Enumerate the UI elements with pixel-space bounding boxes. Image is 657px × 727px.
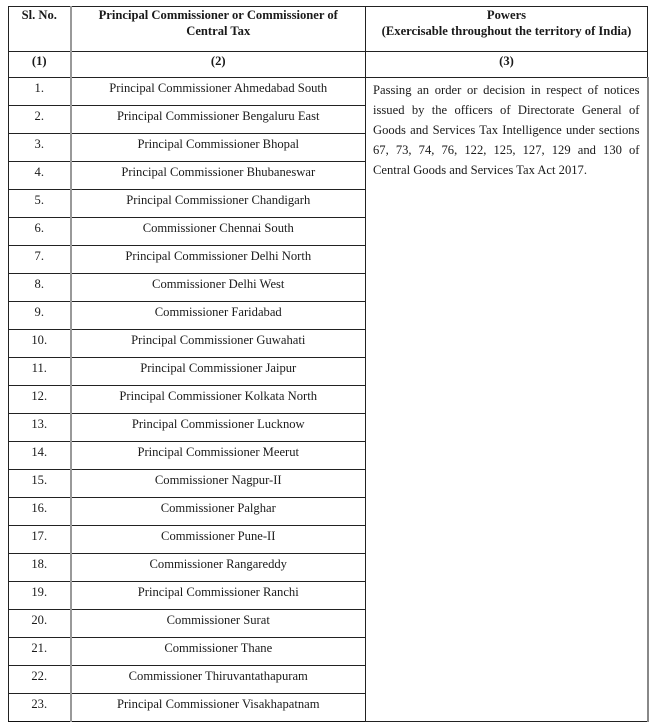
commissioner-name-cell: Principal Commissioner Meerut bbox=[71, 442, 366, 470]
header-powers-title: Powers bbox=[486, 8, 527, 22]
table-body bbox=[9, 78, 648, 722]
commissioner-name-cell: Principal Commissioner Bengaluru East bbox=[71, 106, 366, 134]
powers-description-cell: Passing an order or decision in respect of notices issued by the officers of Directorate General of Goods and Services Tax Intelligence under sections 67, 73, 74, 76, 122, 125, 127, 129 and 130 of Central Goods and Services Tax Act 2017. bbox=[366, 78, 648, 722]
commissioner-name-cell: Commissioner Palghar bbox=[71, 498, 366, 526]
commissioner-name-cell: Principal Commissioner Jaipur bbox=[71, 358, 366, 386]
commissioner-name-cell: Commissioner Surat bbox=[71, 610, 366, 638]
commissioner-name-cell: Commissioner Faridabad bbox=[71, 302, 366, 330]
serial-number-cell: 20. bbox=[9, 610, 71, 638]
serial-number-cell: 13. bbox=[9, 414, 71, 442]
header-row bbox=[9, 7, 648, 52]
serial-number-cell: 16. bbox=[9, 498, 71, 526]
commissioner-name-cell: Commissioner Thiruvantathapuram bbox=[71, 666, 366, 694]
commissioner-name-cell: Principal Commissioner Ranchi bbox=[71, 582, 366, 610]
serial-number-cell: 6. bbox=[9, 218, 71, 246]
commissioner-name-cell: Principal Commissioner Ahmedabad South bbox=[71, 78, 366, 106]
column-number-3: (3) bbox=[366, 52, 648, 78]
commissioner-powers-table bbox=[8, 6, 649, 722]
commissioner-name-cell: Commissioner Chennai South bbox=[71, 218, 366, 246]
serial-number-cell: 1. bbox=[9, 78, 71, 106]
commissioner-name-cell: Principal Commissioner Bhubaneswar bbox=[71, 162, 366, 190]
commissioner-name-cell: Commissioner Nagpur-II bbox=[71, 470, 366, 498]
commissioner-name-cell: Commissioner Pune-II bbox=[71, 526, 366, 554]
serial-number-cell: 17. bbox=[9, 526, 71, 554]
commissioner-name-cell: Principal Commissioner Bhopal bbox=[71, 134, 366, 162]
serial-number-cell: 5. bbox=[9, 190, 71, 218]
serial-number-cell: 15. bbox=[9, 470, 71, 498]
serial-number-cell: 11. bbox=[9, 358, 71, 386]
column-number-1: (1) bbox=[9, 52, 71, 78]
header-commissioner: Principal Commissioner or Commissioner of Central Tax bbox=[71, 7, 366, 52]
table-row bbox=[9, 78, 648, 106]
column-number-2: (2) bbox=[71, 52, 366, 78]
commissioner-name-cell: Principal Commissioner Lucknow bbox=[71, 414, 366, 442]
commissioner-name-cell: Principal Commissioner Guwahati bbox=[71, 330, 366, 358]
serial-number-cell: 14. bbox=[9, 442, 71, 470]
commissioner-name-cell: Principal Commissioner Chandigarh bbox=[71, 190, 366, 218]
serial-number-cell: 18. bbox=[9, 554, 71, 582]
serial-number-cell: 9. bbox=[9, 302, 71, 330]
header-powers-subtitle: (Exercisable throughout the territory of India) bbox=[381, 24, 632, 38]
column-number-row bbox=[9, 52, 648, 78]
commissioner-name-cell: Principal Commissioner Delhi North bbox=[71, 246, 366, 274]
serial-number-cell: 23. bbox=[9, 694, 71, 722]
serial-number-cell: 4. bbox=[9, 162, 71, 190]
serial-number-cell: 2. bbox=[9, 106, 71, 134]
commissioner-name-cell: Commissioner Rangareddy bbox=[71, 554, 366, 582]
serial-number-cell: 10. bbox=[9, 330, 71, 358]
serial-number-cell: 12. bbox=[9, 386, 71, 414]
commissioner-name-cell: Principal Commissioner Visakhapatnam bbox=[71, 694, 366, 722]
serial-number-cell: 3. bbox=[9, 134, 71, 162]
commissioner-name-cell: Commissioner Thane bbox=[71, 638, 366, 666]
serial-number-cell: 22. bbox=[9, 666, 71, 694]
serial-number-cell: 19. bbox=[9, 582, 71, 610]
serial-number-cell: 21. bbox=[9, 638, 71, 666]
commissioner-name-cell: Commissioner Delhi West bbox=[71, 274, 366, 302]
serial-number-cell: 7. bbox=[9, 246, 71, 274]
header-powers bbox=[366, 7, 648, 52]
commissioner-name-cell: Principal Commissioner Kolkata North bbox=[71, 386, 366, 414]
serial-number-cell: 8. bbox=[9, 274, 71, 302]
header-sl-no: Sl. No. bbox=[9, 7, 71, 52]
